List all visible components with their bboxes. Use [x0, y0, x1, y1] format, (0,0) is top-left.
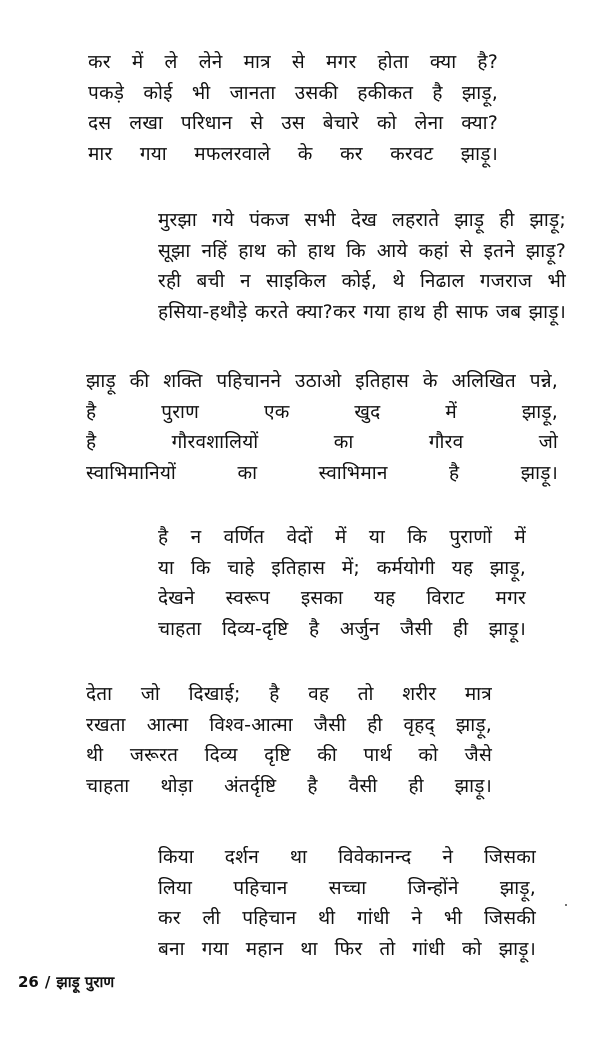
- poem-line: रही बची न साइकिल कोई, थे निढाल गजराज भी: [158, 270, 566, 292]
- stanza-6: [158, 842, 536, 964]
- poem-line: हसिया-हथौड़े करते क्या?कर गया हाथ ही साफ जब झाड़ू।: [158, 300, 566, 323]
- poem-line: चाहता थोड़ा अंतर्दृष्टि है वैसी ही झाड़ू।: [86, 774, 492, 797]
- poem-line: देता जो दिखाई; है वह तो शरीर मात्र: [86, 683, 492, 705]
- poem-line: या कि चाहे इतिहास में; कर्मयोगी यह झाड़ू,: [158, 556, 526, 579]
- poem-line: रखता आत्मा विश्व-आत्मा जैसी ही वृहद् झाड़ू,: [86, 713, 492, 736]
- poem-line: पकड़े कोई भी जानता उसकी हकीकत है झाड़ू,: [88, 81, 498, 104]
- poem-line: है गौरवशालियों का गौरव जो: [86, 431, 558, 453]
- poem-line: है पुराण एक खुद में झाड़ू,: [86, 400, 558, 423]
- stanza-4: [158, 522, 526, 644]
- book-title: झाड़ू पुराण: [56, 973, 115, 991]
- page-number: 26: [18, 973, 39, 991]
- footer-separator: /: [44, 973, 51, 991]
- print-speck: [565, 904, 567, 906]
- stanza-5: [86, 679, 492, 801]
- page-footer: [18, 972, 120, 992]
- poem-line: चाहता दिव्य-दृष्टि है अर्जुन जैसी ही झाड़ू।: [158, 617, 526, 640]
- poem-line: झाड़ू की शक्ति पहिचानने उठाओ इतिहास के अलिखित पन्ने,: [86, 370, 558, 392]
- poem-line: सूझा नहिं हाथ को हाथ कि आये कहां से इतने झाड़ू?: [158, 239, 566, 262]
- poem-line: कर ली पहिचान थी गांधी ने भी जिसकी: [158, 907, 536, 929]
- poem-line: मार गया मफलरवाले के कर करवट झाड़ू।: [88, 142, 498, 165]
- poem-line: है न वर्णित वेदों में या कि पुराणों में: [158, 526, 526, 548]
- stanza-1: [88, 47, 498, 169]
- stanza-2: [158, 205, 566, 327]
- poem-line: किया दर्शन था विवेकानन्द ने जिसका: [158, 846, 536, 868]
- poem-line: कर में ले लेने मात्र से मगर होता क्या है?: [88, 51, 498, 73]
- poem-line: बना गया महान था फिर तो गांधी को झाड़ू।: [158, 937, 536, 960]
- stanza-3: [86, 366, 558, 488]
- poem-line: दस लखा परिधान से उस बेचारे को लेना क्या?: [88, 112, 498, 134]
- poem-line: देखने स्वरूप इसका यह विराट मगर: [158, 587, 526, 609]
- poem-line: लिया पहिचान सच्चा जिन्होंने झाड़ू,: [158, 876, 536, 899]
- poem-line: मुरझा गये पंकज सभी देख लहराते झाड़ू ही झाड़ू;: [158, 209, 566, 231]
- poem-line: स्वाभिमानियों का स्वाभिमान है झाड़ू।: [86, 461, 558, 484]
- poem-line: थी जरूरत दिव्य दृष्टि की पार्थ को जैसे: [86, 744, 492, 766]
